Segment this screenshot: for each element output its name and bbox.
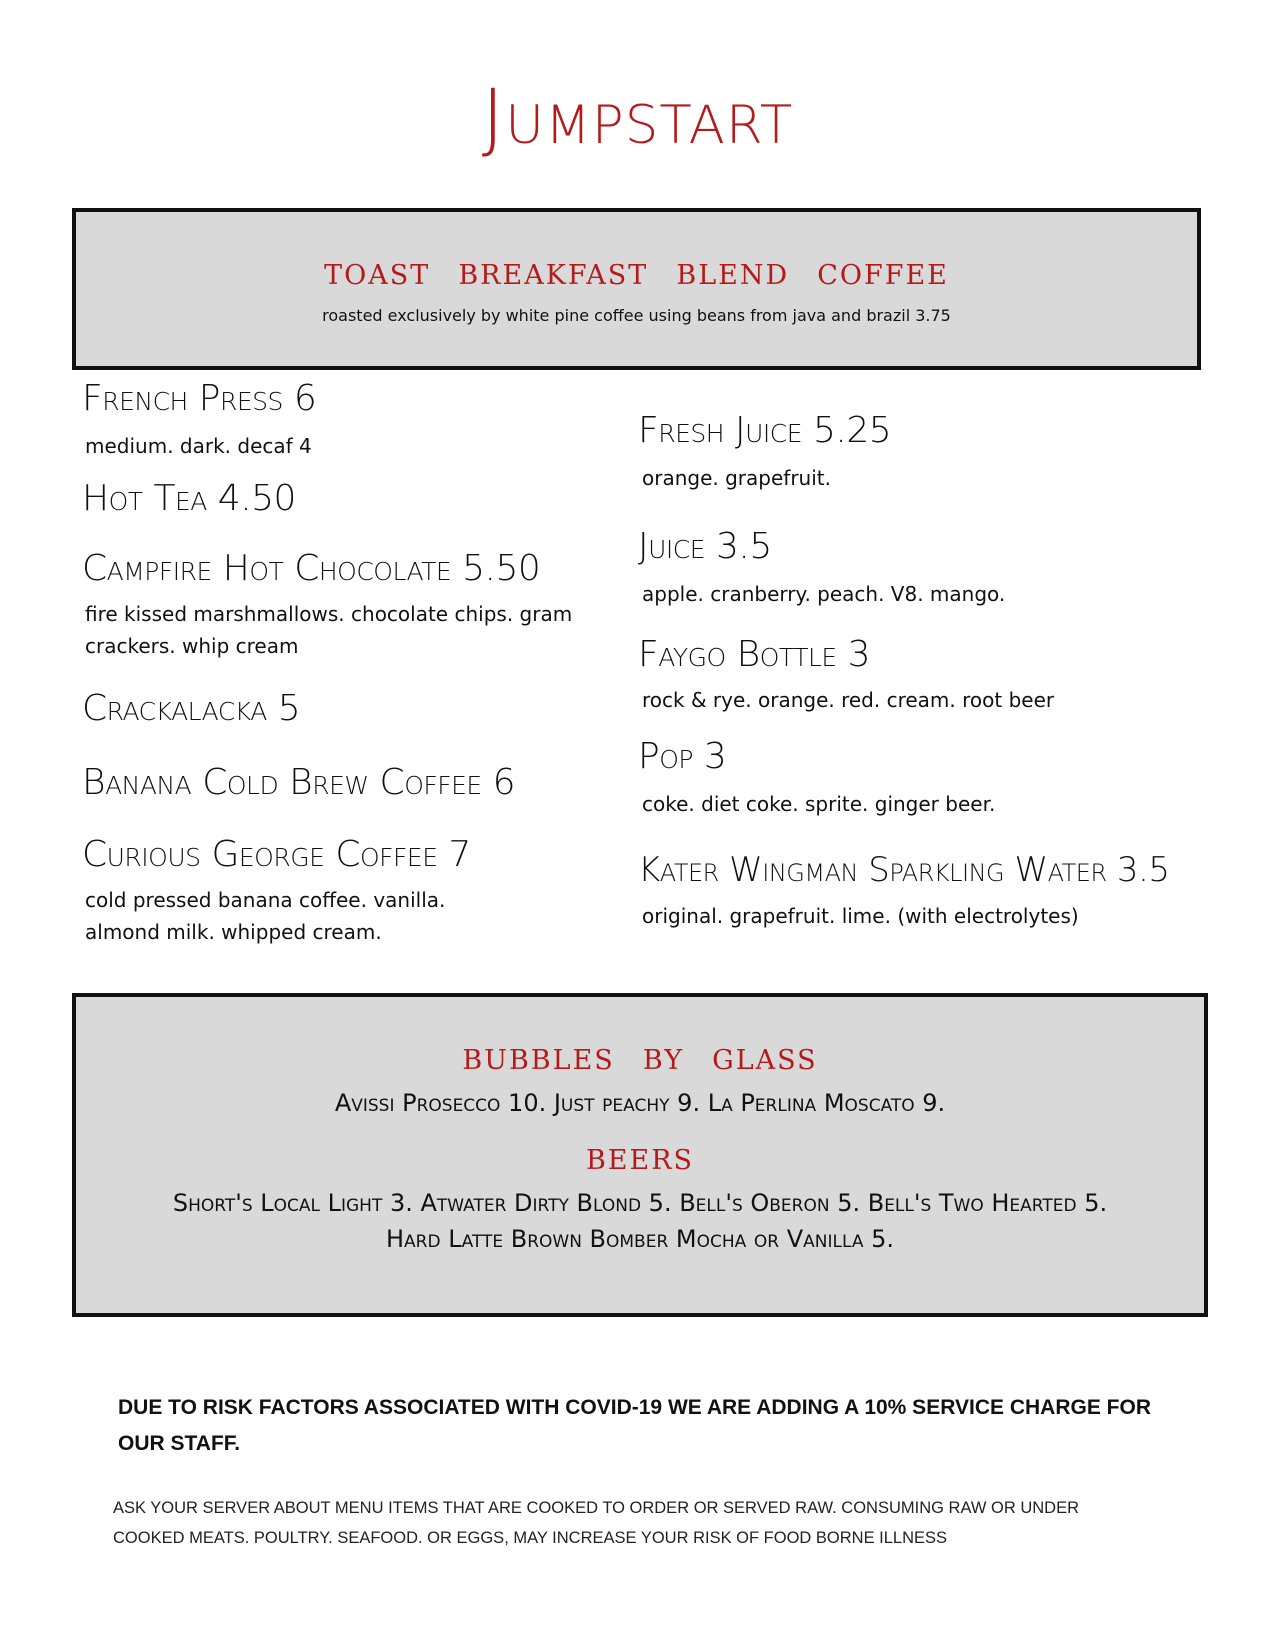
beers-line: Short's Local Light 3. Atwater Dirty Blond 5. Bell's Oberon 5. Bell's Two Hearted 5. — [172, 1189, 1108, 1217]
menu-item-name: Hot Tea 4.50 — [82, 478, 296, 519]
food-safety-notice — [113, 1493, 1193, 1553]
beers-list — [76, 1185, 1204, 1257]
menu-item-name: Pop 3 — [638, 736, 727, 777]
menu-item-name: Fresh Juice 5.25 — [638, 410, 892, 451]
menu-item-desc: rock & rye. orange. red. cream. root beer — [642, 688, 1055, 712]
menu-item-desc: cold pressed banana coffee. vanilla. — [85, 888, 446, 912]
menu-item-name: Campfire Hot Chocolate 5.50 — [82, 548, 541, 589]
covid-notice: DUE TO RISK FACTORS ASSOCIATED WITH COVID-19 WE ARE ADDING A 10% SERVICE CHARGE FOR OUR STAFF. — [118, 1396, 1151, 1455]
menu-item-name: Curious George Coffee 7 — [82, 834, 471, 875]
drinks-box — [72, 993, 1208, 1317]
food-safety-line: COOKED MEATS. POULTRY. SEAFOOD. OR EGGS, MAY INCREASE YOUR RISK OF FOOD BORNE ILLNESS — [113, 1529, 948, 1547]
beers-heading: beers — [585, 1134, 695, 1178]
menu-item-name: Faygo Bottle 3 — [638, 634, 871, 675]
menu-item-name: Kater Wingman Sparkling Water 3.5 — [638, 850, 1170, 890]
menu-item-desc: coke. diet coke. sprite. ginger beer. — [642, 792, 996, 816]
menu-item-name: Banana Cold Brew Coffee 6 — [82, 762, 516, 803]
bubbles-list: Avissi Prosecco 10. Just peachy 9. La Perlina Moscato 9. — [334, 1089, 946, 1117]
coffee-subtitle: roasted exclusively by white pine coffee using beans from java and brazil 3.75 — [322, 306, 951, 325]
menu-item-desc: orange. grapefruit. — [642, 466, 831, 490]
menu-item-desc: crackers. whip cream — [85, 634, 299, 658]
menu-item-desc: original. grapefruit. lime. (with electrolytes) — [642, 904, 1079, 928]
bubbles-heading: bubbles by glass — [462, 1034, 818, 1078]
food-safety-line: ASK YOUR SERVER ABOUT MENU ITEMS THAT ARE COOKED TO ORDER OR SERVED RAW. CONSUMING RAW OR UNDER — [113, 1499, 1080, 1517]
menu-title: Jumpstart — [481, 72, 794, 161]
menu-item-desc: apple. cranberry. peach. V8. mango. — [642, 582, 1006, 606]
coffee-heading: toast breakfast blend coffee — [324, 249, 949, 293]
menu-item-name: Juice 3.5 — [638, 526, 772, 567]
menu-item-desc: medium. dark. decaf 4 — [85, 434, 312, 458]
coffee-box — [72, 208, 1201, 370]
menu-item-desc: fire kissed marshmallows. chocolate chips. gram — [85, 602, 573, 626]
beers-line: Hard Latte Brown Bomber Mocha or Vanilla 5. — [386, 1225, 894, 1253]
menu-item-name: Crackalacka 5 — [82, 688, 301, 729]
menu-item-desc: almond milk. whipped cream. — [85, 920, 382, 944]
menu-item-name: French Press 6 — [82, 378, 317, 419]
